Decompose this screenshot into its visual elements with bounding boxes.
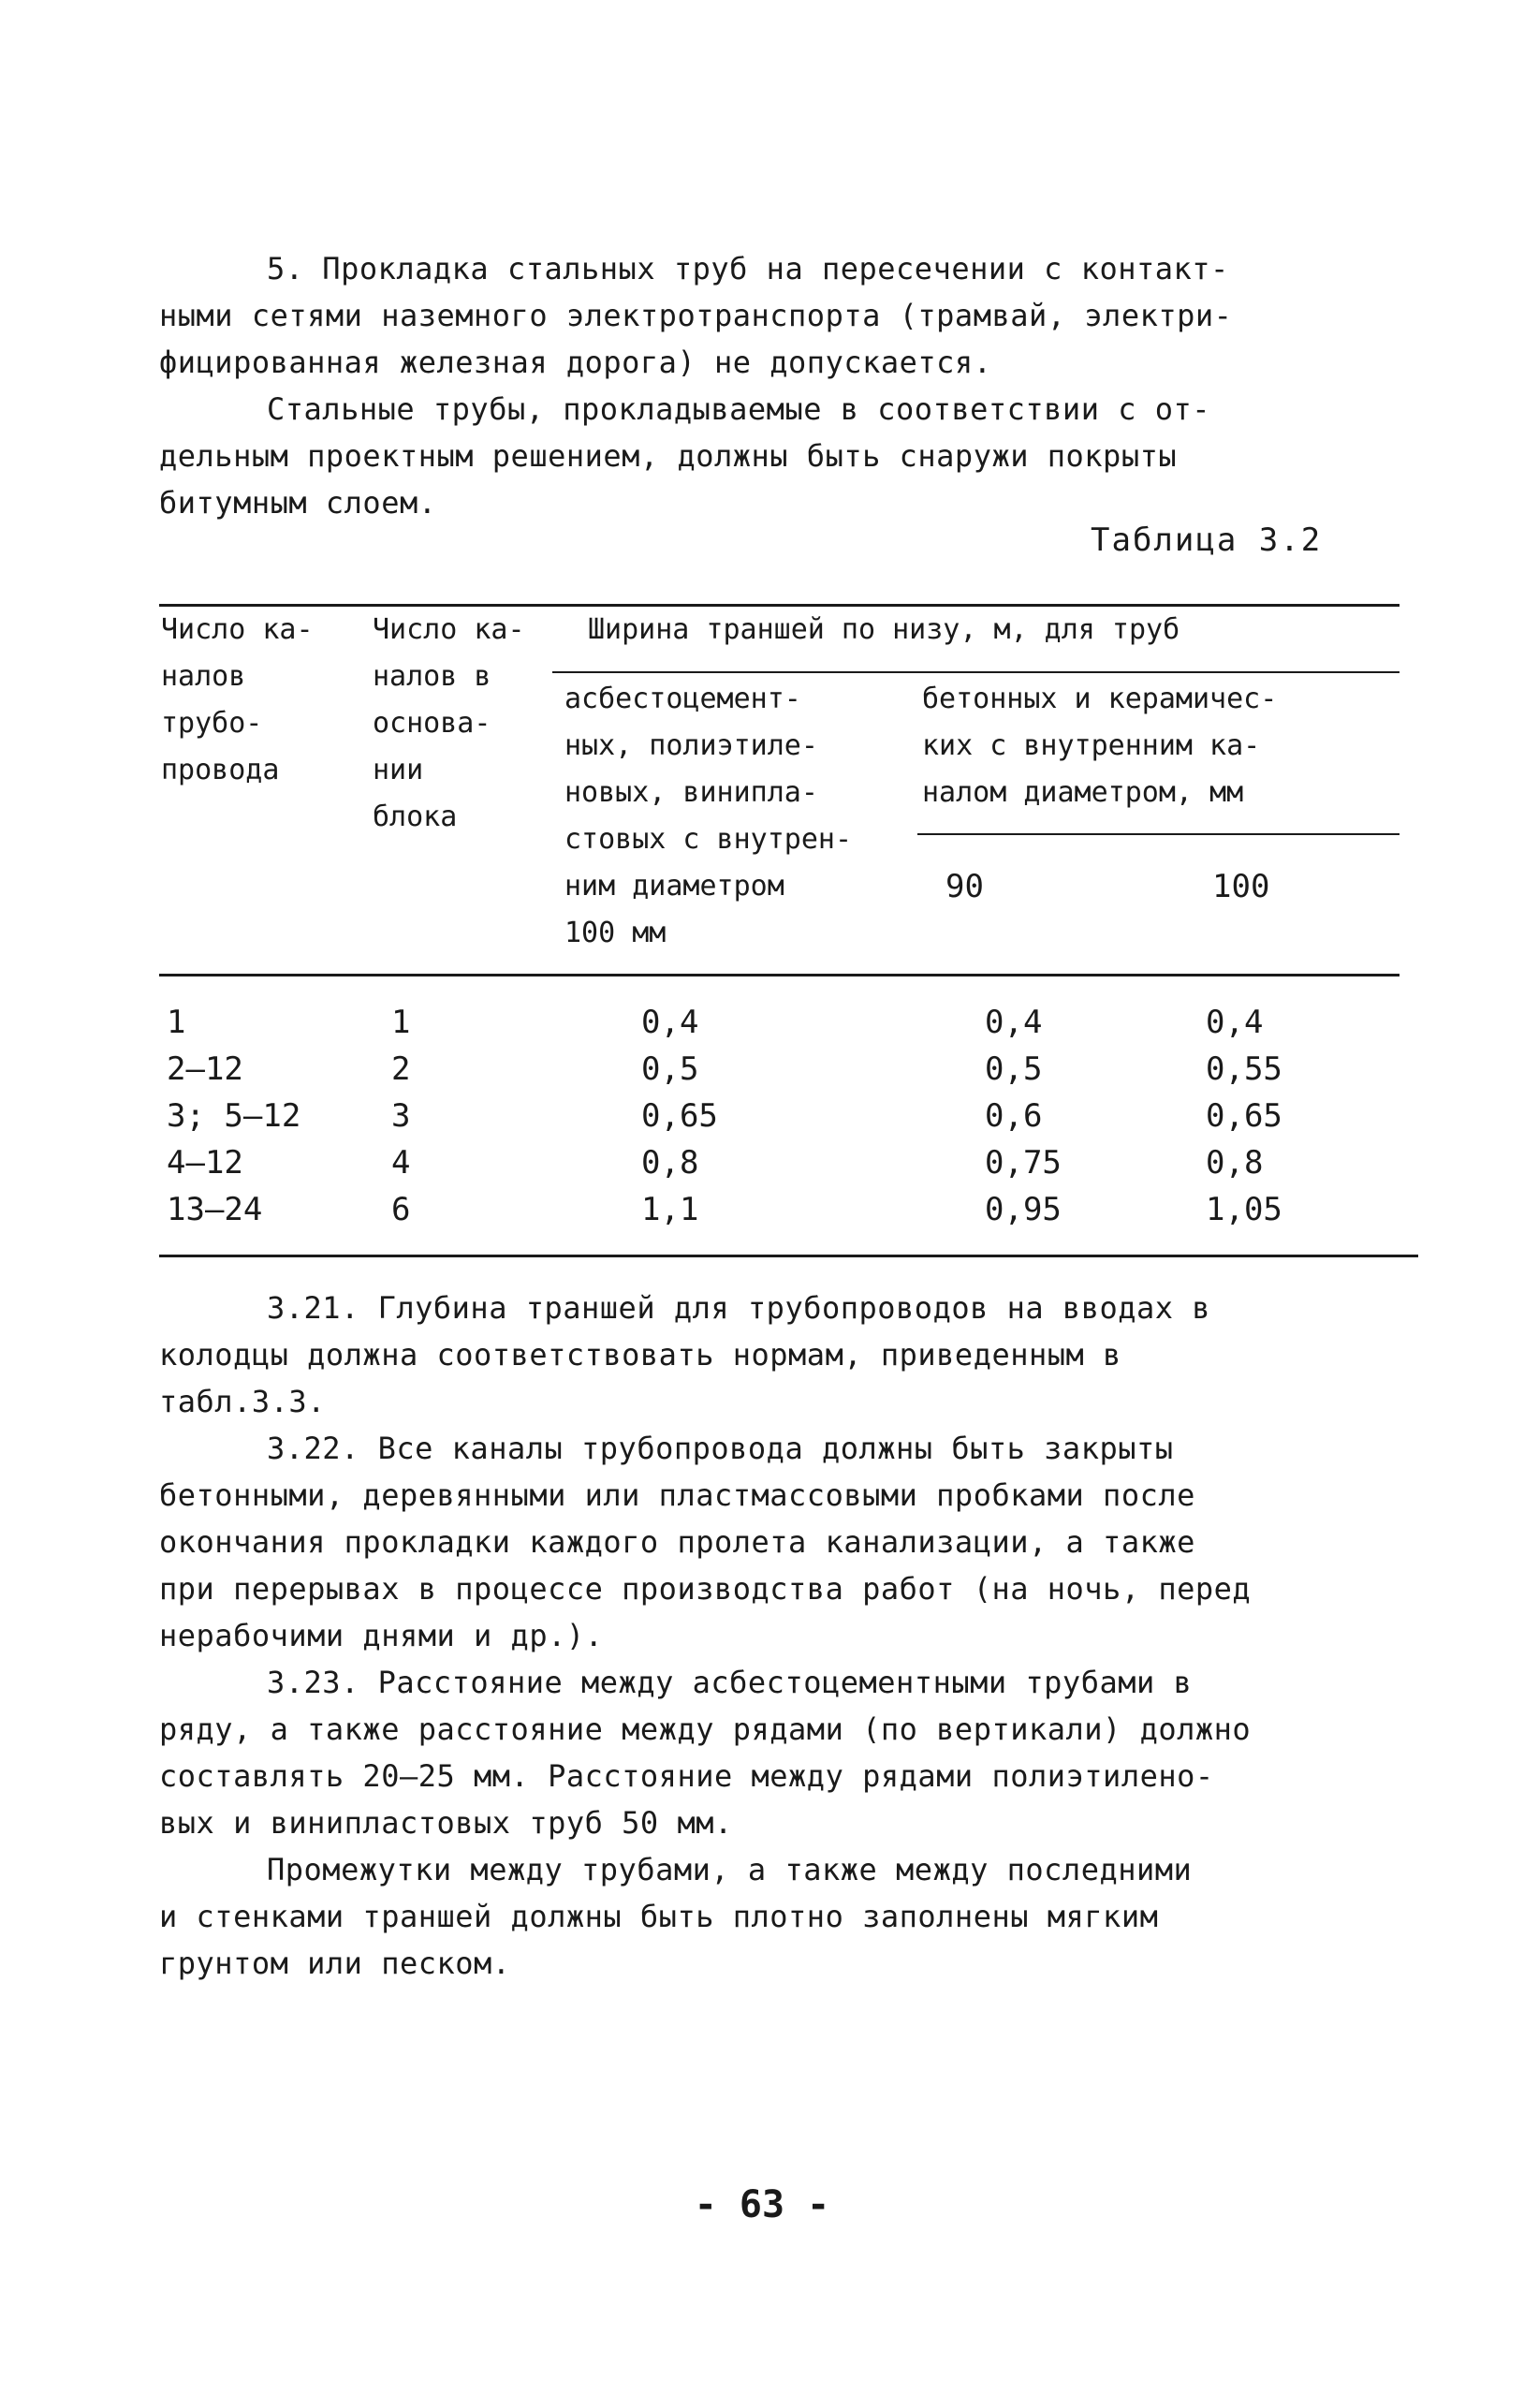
cell-concrete-90-width: 0,75 [985,1144,1062,1182]
header-channels-block: Число ка- налов в основа- нии блока [373,613,525,833]
cell-concrete-90-width: 0,95 [985,1191,1062,1228]
header-diameter-90: 90 [945,868,984,905]
paragraph-3-23: 3.23. Расстояние между асбестоцементными трубами в ряду, а также расстояние между рядами (по вертикали) должно составлять 20–25 мм. Расстояние между рядами полиэтилено- вых и винипластовых труб 50 мм. [159,1665,1252,1841]
header-concrete-pipes: бетонных и керамичес- ких с внутренним ка- налом диаметром, мм [922,683,1278,809]
cell-pipeline-channels: 13–24 [167,1191,263,1228]
table-caption: Таблица 3.2 [1091,521,1323,559]
paragraph-gaps-filling: Промежутки между трубами, а также между последними и стенками траншей должны быть плотно заполнены мягким грунтом или песком. [159,1852,1193,1981]
cell-concrete-100-width: 0,8 [1206,1144,1264,1182]
cell-concrete-90-width: 0,5 [985,1050,1043,1088]
header-diameter-rule [917,833,1399,835]
table-row [0,1093,1524,1139]
page-number: - 63 - [694,2183,830,2226]
cell-asbestos-width: 0,4 [641,1004,699,1041]
cell-block-channels: 4 [391,1144,411,1182]
cell-concrete-100-width: 0,65 [1206,1097,1282,1135]
header-diameter-100: 100 [1212,868,1270,905]
table-bottom-rule [159,1255,1418,1257]
cell-block-channels: 3 [391,1097,411,1135]
cell-pipeline-channels: 3; 5–12 [167,1097,301,1135]
cell-pipeline-channels: 2–12 [167,1050,243,1088]
cell-concrete-100-width: 0,55 [1206,1050,1282,1088]
cell-asbestos-width: 1,1 [641,1191,699,1228]
cell-concrete-90-width: 0,4 [985,1004,1043,1041]
cell-asbestos-width: 0,5 [641,1050,699,1088]
header-channels-pipeline: Число ка- налов трубо- провода [161,613,314,786]
header-asbestos-pipes: асбестоцемент- ных, полиэтиле- новых, винипла- стовых с внутрен- ним диаметром 100 мм [564,683,853,949]
cell-asbestos-width: 0,8 [641,1144,699,1182]
cell-asbestos-width: 0,65 [641,1097,718,1135]
cell-concrete-100-width: 0,4 [1206,1004,1264,1041]
cell-block-channels: 1 [391,1004,411,1041]
header-span-rule [552,671,1399,673]
cell-pipeline-channels: 4–12 [167,1144,243,1182]
table-row [0,1046,1524,1093]
paragraph-steel-pipes: Стальные трубы, прокладываемые в соответствии с от- дельным проектным решением, должны быть снаружи покрыты битумным слоем. [159,391,1211,521]
cell-pipeline-channels: 1 [167,1004,186,1041]
table-row [0,1186,1524,1233]
table-row [0,1139,1524,1186]
cell-concrete-90-width: 0,6 [985,1097,1043,1135]
table-row [0,999,1524,1046]
paragraph-3-21: 3.21. Глубина траншей для трубопроводов на вводах в колодцы должна соответствовать нормам, приведенным в табл.3.3. [159,1290,1211,1419]
cell-block-channels: 2 [391,1050,411,1088]
cell-concrete-100-width: 1,05 [1206,1191,1282,1228]
cell-block-channels: 6 [391,1191,411,1228]
paragraph-5: 5. Прокладка стальных труб на пересечении с контакт- ными сетями наземного электротранспорта (трамвай, электри- фицированная железная дорога) не допускается. [159,251,1233,380]
header-trench-width: Ширина траншей по низу, м, для труб [588,613,1180,646]
header-bottom-rule [159,974,1399,976]
paragraph-3-22: 3.22. Все каналы трубопровода должны быть закрыты бетонными, деревянными или пластмассовыми пробками после окончания прокладки каждого пролета канализации, а также при перерывах в процессе производства работ (на ночь, перед нерабочими днями и др.). [159,1431,1252,1653]
